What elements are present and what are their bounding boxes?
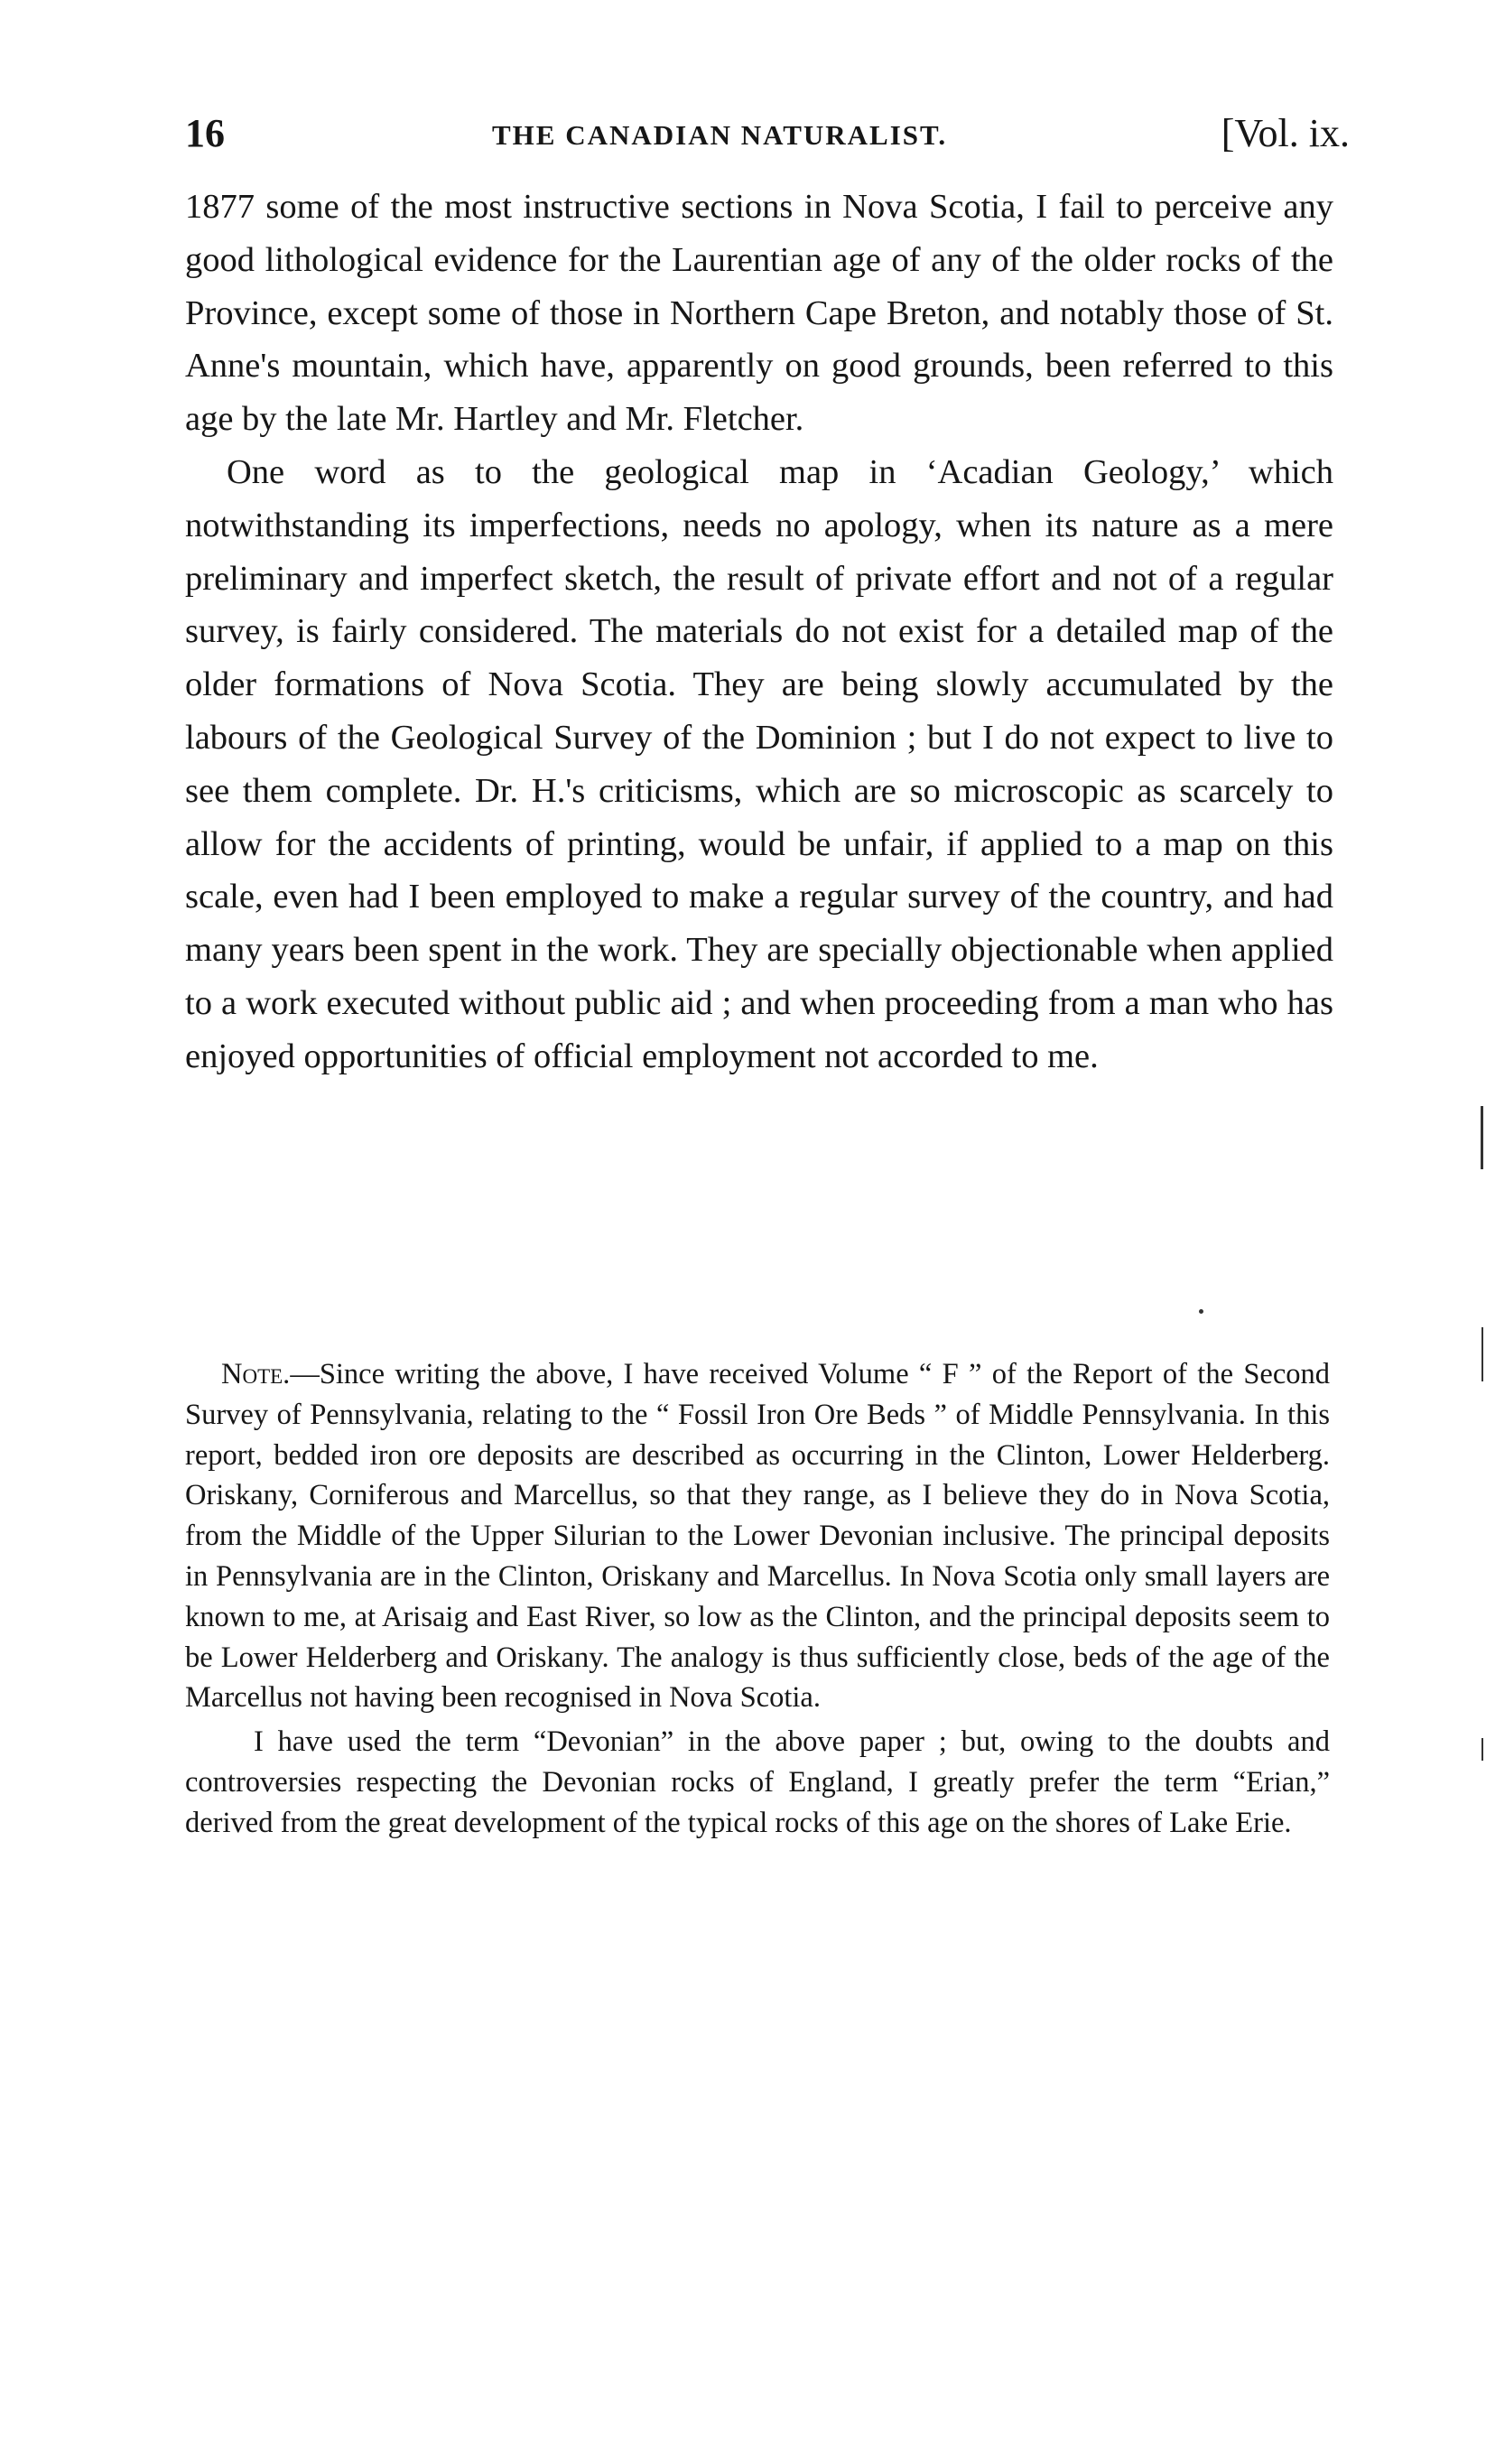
note-paragraph-1-text: —Since writing the above, I have received Volume “ F ” of the Report of the Second Survey of Pennsylvania, relating to the “ Fossil Iron Ore Beds ” of Middle Pennsylvania. In this report, bedded iron ore deposits are described as occurring in the Clinton, Lower Helderberg. Oriskany, Corniferous and Marcellus, so that they range, as I believe they do in Nova Scotia, from the Middle of the Upper Silurian to the Lower Devonian inclusive. The principal deposits in Pennsylvania are in the Clinton, Oriskany and Marcellus. In Nova Scotia only small layers are known to me, at Arisaig and East River, so low as the Clinton, and the principal deposits seem to be Lower Helderberg and Oriskany. The analogy is thus sufficiently close, beds of the age of the Marcellus not having been recognised in Nova Scotia. [185,1358,1330,1715]
scan-speck [1481,1738,1483,1761]
body-paragraph-2: One word as to the geological map in ‘Acadian Geology,’ which notwithstanding its imperfections, needs no apology, when its nature as a mere preliminary and imperfect sketch, the result of private effort and not of a regular survey, is fairly considered. The materials do not exist for a detailed map of the older formations of Nova Scotia. They are being slowly accumulated by the labours of the Geological Survey of the Dominion ; but I do not expect to live to see them complete. Dr. H.'s criticisms, which are so microscopic as scarcely to allow for the accidents of printing, would be unfair, if applied to a map on this scale, even had I been employed to make a regular survey of the country, and had many years been spent in the work. They are specially objectionable when applied to a work executed without public aid ; and when proceeding from a man who has enjoyed opportunities of official employment not accorded to me. [185,452,1333,1075]
scan-speck [1199,1309,1203,1314]
scan-speck [1481,1327,1483,1381]
main-text [185,181,1333,1083]
volume-label: [Vol. ix. [1221,111,1350,155]
note-section [185,1354,1330,1844]
page-number: 16 [185,111,225,155]
note-paragraph-1 [185,1354,1330,1718]
page-header [185,107,1350,161]
running-title: THE CANADIAN NATURALIST. [492,119,948,151]
scan-speck [1481,1106,1483,1169]
body-paragraph-1: 1877 some of the most instructive sections in Nova Scotia, I fail to perceive any good lithological evidence for the Laurentian age of any of the older rocks of the Province, except some of those in Northern Cape Breton, and notably those of St. Anne's mountain, which have, apparently on good grounds, been referred to this age by the late Mr. Hartley and Mr. Fletcher. [185,188,1333,439]
note-label: Note. [221,1358,291,1390]
note-paragraph-2: I have used the term “Devonian” in the above paper ; but, owing to the doubts and controversies respecting the Devonian rocks of England, I greatly prefer the term “Erian,” derived from the great development of the typical rocks of this age on the shores of Lake Erie. [185,1725,1330,1839]
